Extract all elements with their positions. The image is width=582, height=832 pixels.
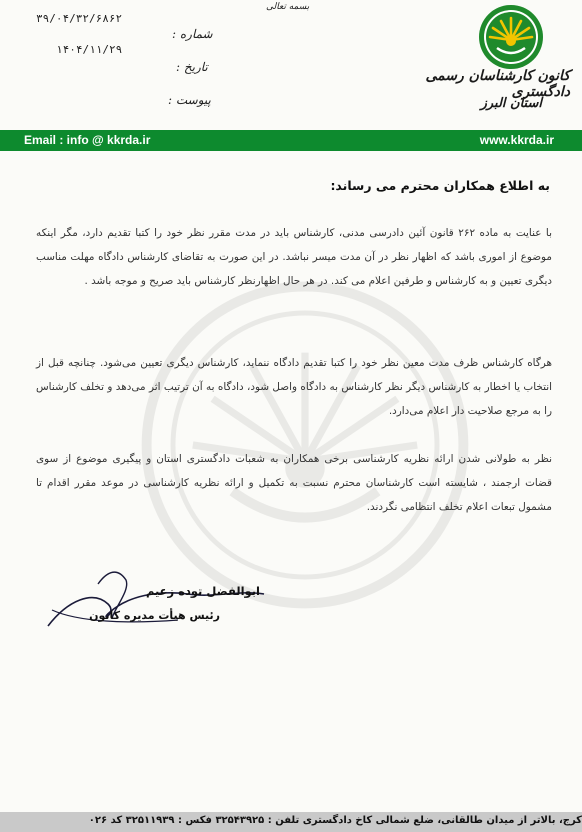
letter-attachment-label: پیوست : — [168, 93, 211, 107]
letter-paragraph: هرگاه کارشناس ظرف مدت معین نظر خود را کتبا تقدیم دادگاه ننماید، کارشناس دیگری تعیین می‌شود. چنانچه قبل از انتخاب یا اخطار به کارشناس دیگر نظر کارشناس به دادگاه واصل شود، دادگاه به آن ترتیب اثر می‌دهد و تخلف کارشناس را به مرجع صلاحیت دار اعلام می‌دارد. — [36, 357, 552, 417]
organization-name: کانون کارشناسان رسمی دادگستری — [425, 68, 570, 100]
website-text: www.kkrda.ir — [479, 133, 554, 147]
kanoon-emblem-icon — [478, 4, 544, 70]
signatory-title: رئیس هیأت مدیره کانون — [89, 609, 220, 622]
organization-province: استان البرز — [480, 96, 542, 111]
footer-address: کرج، بالاتر از میدان طالقانی، ضلع شمالی کاخ دادگستری تلفن : ۳۲۵۴۳۹۲۵ فکس : ۳۲۵۱۱۹۳۹ کد ۰۲۶ — [88, 815, 582, 826]
contact-band — [0, 130, 582, 151]
letter-number-value: ۳۹/۰۴/۳۲/۶۸۶۲ — [36, 12, 123, 25]
letter-number-label: شماره : — [172, 27, 213, 41]
signatory-name: ابوالفضل توده زعیم — [145, 584, 260, 598]
email-text: Email : info @ kkrda.ir — [24, 133, 151, 147]
footer-bar — [0, 812, 582, 832]
letter-paragraph: نظر به طولانی شدن ارائه نظریه کارشناسی برخی همکاران به شعبات دادگستری استان و پیگیری موضوع از سوی قضات ارجمند ، شایسته است کارشناسان محترم نسبت به تکمیل و ارائه نظریه کارشناسی در موعد مقرر اقدام تا مشمول تبعات اعلام تخلف انتظامی نگردند. — [36, 453, 552, 513]
handwritten-signature — [38, 560, 268, 640]
letter-paragraph: با عنایت به ماده ۲۶۲ قانون آئین دادرسی مدنی، کارشناس باید در مدت مقرر نظر خود را کتبا تقدیم دارد، مگر اینکه موضوع از اموری باشد که اظهار نظر در آن مدت میسر نباشد. در این صورت به تقاضای کارشناس دادگاه مهلت مناسب دیگری تعیین و به کارشناس و طرفین اعلام می کند. در هر حال اظهارنظر کارشناس باید صریح و موجه باشد . — [36, 227, 552, 287]
letter-date-value: ۱۴۰۴/۱۱/۲۹ — [56, 43, 123, 56]
letter-date-label: تاریخ : — [176, 60, 208, 74]
letter-salutation: به اطلاع همکاران محترم می رساند: — [330, 178, 550, 193]
invocation-text: بسمه تعالی — [266, 2, 310, 12]
